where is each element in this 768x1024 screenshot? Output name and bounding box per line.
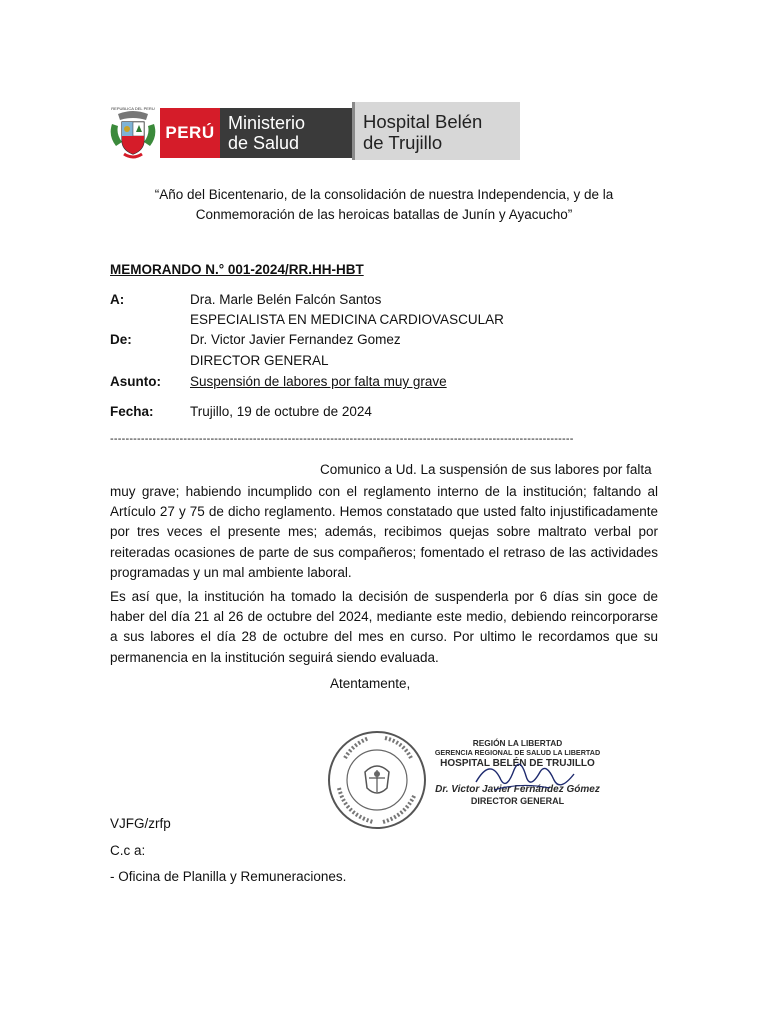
to-label: A: [110,292,125,307]
cc-item: - Oficina de Planilla y Remuneraciones. [110,869,347,884]
motto-line2: Conmemoración de las heroicas batallas de Junín y Ayacucho” [195,207,573,222]
hospital-line2: de Trujillo [363,132,443,153]
coat-of-arms-icon [108,106,158,160]
signatory-role: DIRECTOR GENERAL [470,796,565,806]
to-name: Dra. Marle Belén Falcón Santos [190,292,382,307]
stamp-region: REGIÓN LA LIBERTAD [472,738,563,748]
hospital-logo-box [352,102,520,160]
initials: VJFG/zrfp [110,816,171,831]
from-role: DIRECTOR GENERAL [190,353,329,368]
ministry-line2: de Salud [228,133,300,153]
subject-label: Asunto: [110,374,161,389]
stamp-hospital: HOSPITAL BELÉN DE TRUJILLO [440,758,595,769]
handwritten-signature [470,752,580,800]
peru-label: PERÚ [165,123,215,142]
subject-text: Suspensión de labores por falta muy grave [190,374,447,389]
from-label: De: [110,332,132,347]
stamp-gerencia: GERENCIA REGIONAL DE SALUD LA LIBERTAD [434,748,601,757]
ministry-logo-box [220,108,352,158]
paragraph1-first-line: Comunico a Ud. La suspensión de sus labores por falta [320,462,652,477]
motto-line1: “Año del Bicentenario, de la consolidación de nuestra Independencia, y de la [154,187,614,202]
date-label: Fecha: [110,404,154,419]
header-banner [108,102,520,160]
paragraph2: Es así que, la institución ha tomado la decisión de suspenderla por 6 días sin goce de haber del día 21 al 26 de octubre del 2024, mediante este medio, debiendo reincorporarse a sus labores el día 28 de octubre del mes en curso. Por ultimo le recordamos que su permanencia en la institución seguirá siendo evaluada. [110,589,658,665]
memo-title: MEMORANDO N.° 001-2024/RR.HH-HBT [110,262,364,277]
paragraph1-body: muy grave; habiendo incumplido con el reglamento interno de la institución; faltando al Artículo 27 y 75 de dicho reglamento. Hemos constatado que usted falto injustificadamente por tres veces el presente mes; además, recibimos quejas sobre maltrato verbal por reiteradas ocasiones de parte de sus compañeros; fomentado el retraso de las actividades programadas y un mal ambiente laboral. [110,484,658,580]
peru-logo-box [160,108,220,158]
closing: Atentamente, [330,676,411,691]
date-text: Trujillo, 19 de octubre de 2024 [190,404,372,419]
signatory-name: Dr. Victor Javier Fernández Gómez [435,784,600,795]
to-role: ESPECIALISTA EN MEDICINA CARDIOVASCULAR [190,312,504,327]
hospital-line1: Hospital Belén [363,111,483,132]
ministry-line1: Ministerio [228,113,306,133]
shield-caption: REPUBLICA DEL PERU [111,106,155,111]
from-name: Dr. Victor Javier Fernandez Gomez [190,332,401,347]
round-seal-stamp [325,728,429,832]
cc-label: C.c a: [110,843,146,858]
separator-line: ------------------------------------------------------------------------------------------------------------------------ [110,433,574,445]
